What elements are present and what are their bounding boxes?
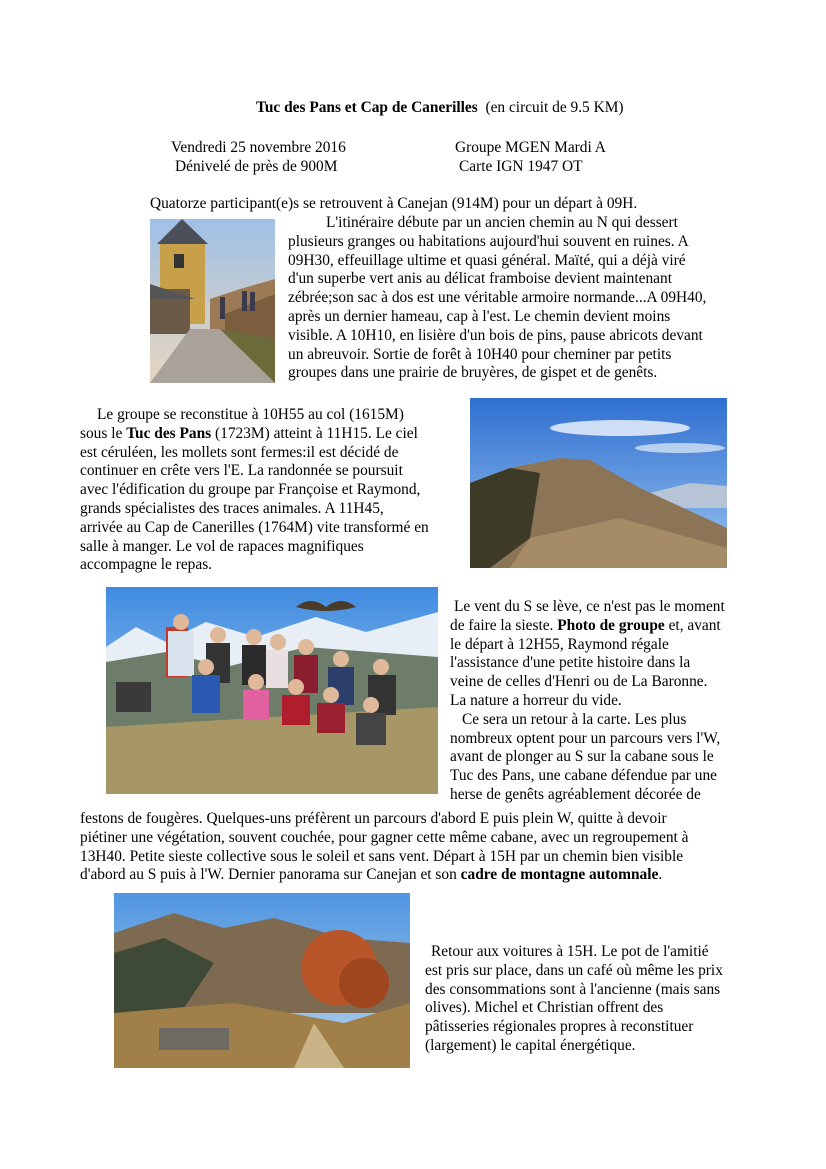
meta-date: Vendredi 25 novembre 2016 <box>171 139 346 156</box>
text-line: un abreuvoir. Sortie de forêt à 10H40 pour cheminer par petits <box>288 345 672 363</box>
text-line: après un dernier hameau, cap à l'est. Le chemin devient moins <box>288 307 671 325</box>
text-line: l'assistance d'une petite histoire dans la <box>450 654 691 672</box>
text-line: herse de genêts agréablement décorée de <box>450 785 701 803</box>
autumn-photo <box>114 893 410 1068</box>
text-line: avec l'édification du groupe par Françoise et Raymond, <box>80 481 421 499</box>
paragraph-5 <box>425 943 785 1056</box>
text-line: d'abord au S puis à l'W. Dernier panorama sur Canejan et son cadre de montagne automnale. <box>80 866 663 884</box>
meta-map: Carte IGN 1947 OT <box>459 158 583 175</box>
ridge-photo <box>470 398 727 568</box>
title-main: Tuc des Pans et Cap de Canerilles <box>256 99 478 116</box>
text-line: est pris sur place, dans un café où même les prix <box>425 961 723 979</box>
intro-line: Quatorze participant(e)s se retrouvent à Canejan (914M) pour un départ à 09H. <box>150 195 638 212</box>
paragraph-2 <box>80 406 465 575</box>
bold-photo-de-groupe: Photo de groupe <box>557 616 665 634</box>
text-line: des consommations sont à l'ancienne (mais sans <box>425 980 721 998</box>
text-line: visible. A 10H10, en lisière d'un bois de pins, pause abricots devant <box>288 326 703 344</box>
text-line: Le vent du S se lève, ce n'est pas le moment <box>454 598 725 615</box>
text-line: veine de celles d'Henri ou de La Baronne. <box>450 673 708 691</box>
text-line: piétiner une végétation, souvent couchée, pour gagner cette même cabane, avec un regroupement à <box>80 828 689 846</box>
text-line: continuer en crête vers l'E. La randonnée se poursuit <box>80 462 403 480</box>
text-line: groupes dans une prairie de bruyères, de gispet et de genêts. <box>288 364 658 382</box>
text-line: (largement) le capital énergétique. <box>425 1036 636 1054</box>
bold-cadre-montagne: cadre de montagne automnale <box>460 866 659 884</box>
meta-elevation: Dénivelé de près de 900M <box>175 158 338 175</box>
page-title <box>256 99 624 117</box>
text-line: d'un superbe vert anis au délicat framboise devient maintenant <box>288 270 672 288</box>
text-line: pâtisseries régionales propres à reconstituer <box>425 1018 694 1036</box>
text-line: 09H30, effeuillage ultime et quasi général. Maïté, qui a déjà viré <box>288 251 686 269</box>
text-line: 13H40. Petite sieste collective sous le soleil et sans vent. Départ à 15H par un chemin bien visible <box>80 847 684 865</box>
text-line: La nature a horreur du vide. <box>450 691 622 709</box>
text-line: est céruléen, les mollets sont fermes:il est décidé de <box>80 443 399 461</box>
text-line: le départ à 12H55, Raymond régale <box>450 635 669 653</box>
text-line: nombreux optent pour un parcours vers l'W, <box>450 729 721 747</box>
text-line: salle à manger. Le vol de rapaces magnifiques <box>80 537 364 555</box>
text-line: arrivée au Cap de Canerilles (1764M) vite transformé en <box>80 518 429 536</box>
text-line: avant de plonger au S sur la cabane sous le <box>450 748 714 766</box>
text-line: plusieurs granges ou habitations aujourd'hui souvent en ruines. A <box>288 232 689 250</box>
paragraph-3 <box>450 598 770 805</box>
text-line: Tuc des Pans, une cabane défendue par une <box>450 767 717 785</box>
text-line: accompagne le repas. <box>80 556 213 574</box>
text-line: grands spécialistes des traces animales. A 11H45, <box>80 499 384 517</box>
text-line: de faire la sieste. Photo de groupe et, avant <box>450 616 721 634</box>
title-circuit: (en circuit de 9.5 KM) <box>485 99 624 116</box>
text-line: L'itinéraire débute par un ancien chemin au N qui dessert <box>326 214 678 231</box>
text-line: zébrée;son sac à dos est une véritable armoire normande...A 09H40, <box>288 289 707 307</box>
paragraph-4 <box>80 810 780 885</box>
text-line: Le groupe se reconstitue à 10H55 au col (1615M) <box>97 406 404 423</box>
paragraph-1 <box>288 214 748 383</box>
text-line: olives). Michel et Christian offrent des <box>425 999 664 1017</box>
text-line: sous le Tuc des Pans (1723M) atteint à 11H15. Le ciel <box>80 424 418 442</box>
bold-tuc-des-pans: Tuc des Pans <box>126 424 212 442</box>
church-photo <box>150 219 275 383</box>
group-photo <box>106 587 438 794</box>
meta-group: Groupe MGEN Mardi A <box>455 139 606 156</box>
text-line: Ce sera un retour à la carte. Les plus <box>462 710 687 728</box>
text-line: Retour aux voitures à 15H. Le pot de l'amitié <box>431 943 709 960</box>
text-line: festons de fougères. Quelques-uns préfèrent un parcours d'abord E puis plein W, quitte à devoir <box>80 810 667 827</box>
